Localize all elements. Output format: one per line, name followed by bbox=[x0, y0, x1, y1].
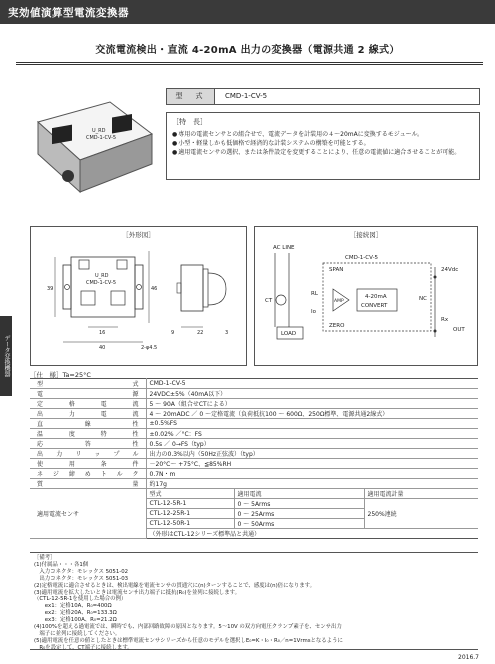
note-line: (4)100%を超える過電流では、瞬時でも、内部回路故障の原因となります。5～10V の双方向電圧クランプ素子を、センサ出力 bbox=[34, 624, 342, 631]
sensor-head-cont: 適用電流計量 bbox=[364, 489, 478, 499]
spec-value: 0.7N・m bbox=[146, 469, 478, 479]
io-label: Io bbox=[311, 309, 316, 315]
spec-key: 出力電流 bbox=[30, 409, 146, 419]
title-rule-2 bbox=[16, 64, 483, 65]
sensor-model: CTL-12-5R-1 bbox=[146, 499, 234, 509]
features-box bbox=[166, 112, 480, 180]
table-row bbox=[30, 409, 478, 419]
connection-caption: ［接続図］ bbox=[349, 231, 383, 239]
table-row bbox=[30, 469, 478, 479]
notes-box bbox=[30, 552, 478, 650]
sensor-range: 0 ～ 5Arms bbox=[234, 499, 364, 509]
outline-caption: ［外形図］ bbox=[122, 231, 155, 239]
feature-item: ● 専用の電流センサとの組合せで、電流データを計装用の４～20mAに変換するモジュール。 bbox=[172, 130, 474, 139]
spec-key: ネジ締めトルク bbox=[30, 469, 146, 479]
features-heading: ［特 長］ bbox=[172, 118, 207, 126]
spec-key: 型式 bbox=[30, 379, 146, 389]
spec-key: 定格電流 bbox=[30, 399, 146, 409]
spec-key: 電源 bbox=[30, 389, 146, 399]
spec-value: 4 ～ 20mADC ／ 0 ～定格電流（負荷抵抗100 ～ 600Ω、250Ω標準、電源共通2線式） bbox=[146, 409, 478, 419]
table-row bbox=[30, 489, 478, 499]
table-row bbox=[30, 389, 478, 399]
note-line: 入力コネクタ：モレックス 5051-02 bbox=[34, 568, 129, 575]
spec-value: 24VDC±5%（40mA以下） bbox=[146, 389, 478, 399]
note-line: 出力コネクタ：モレックス 5051-03 bbox=[34, 575, 129, 582]
zero-label: ZERO bbox=[329, 323, 345, 329]
outline-label-2: CMD-1-CV-5 bbox=[86, 280, 117, 286]
feature-item: ● 小型・軽量しかも低価格で経済的な計装システムの構築を可能とする。 bbox=[172, 139, 474, 148]
table-row bbox=[30, 419, 478, 429]
note-line: （CTL-12-5R-1を使用した場合の例） bbox=[34, 596, 127, 603]
note-line: R₀を設定して、CT端子に接続します。 bbox=[34, 644, 133, 651]
outline-label-1: U_RD bbox=[95, 273, 109, 279]
conn-model-label: CMD-1-CV-5 bbox=[345, 255, 379, 261]
spec-value: ±0.02% ／°C：FS bbox=[146, 429, 478, 439]
nc-label: NC bbox=[419, 296, 427, 302]
note-line: 端子に並列に接続してください。 bbox=[34, 630, 121, 637]
spec-label: ［仕 様］Ta=25°C bbox=[30, 371, 91, 379]
dim-h1: 39 bbox=[47, 286, 54, 292]
outline-drawing-box bbox=[30, 226, 247, 366]
spec-key: 応答性 bbox=[30, 439, 146, 449]
header-bar bbox=[0, 0, 495, 24]
spec-value: 出力の0.3%以内（50Hz正弦波）（typ） bbox=[146, 449, 478, 459]
note-line: (3)適用電流を拡大したいときは電流センサ出力端子に抵抗(R₀)を並列に接続します。 bbox=[34, 589, 240, 596]
feature-item: ● 適用電流センサの選択、または条件設定を変更することにより、任意の電流値に適合させることが可能。 bbox=[172, 148, 474, 157]
note-line: ex3：定格100A、R₀=21.2Ω bbox=[34, 617, 117, 624]
sensor-range: 0 ～ 25Arms bbox=[234, 509, 364, 519]
rx-label: Rx bbox=[441, 317, 449, 323]
table-row bbox=[30, 379, 478, 389]
note-line: ex1：定格10A、R₀=400Ω bbox=[34, 603, 112, 610]
notes-title: ［備考］ bbox=[34, 555, 56, 561]
ac-line-label: AC LINE bbox=[273, 245, 295, 251]
spec-key: 出力リップル bbox=[30, 449, 146, 459]
photo-label-1: U_RD bbox=[92, 128, 106, 134]
sensor-model: CTL-12-50R-1 bbox=[146, 519, 234, 529]
table-row bbox=[30, 439, 478, 449]
dim-hole: 2-φ4.5 bbox=[141, 345, 158, 351]
ct-label: CT bbox=[265, 298, 273, 304]
v24-label: 24Vdc bbox=[441, 267, 459, 273]
publish-date: 2016.7 bbox=[458, 654, 479, 661]
spec-value: CMD-1-CV-5 bbox=[146, 379, 478, 389]
connection-diagram bbox=[255, 227, 477, 365]
sensor-head-model: 型式 bbox=[146, 489, 234, 499]
sensor-label: 適用電流センサ bbox=[30, 489, 146, 539]
conv-label-2: CONVERT bbox=[361, 303, 388, 309]
spec-value: 約17g bbox=[146, 479, 478, 489]
model-label: 型 式 bbox=[167, 89, 215, 104]
spec-value: 5 ～ 90A（組合せCTによる） bbox=[146, 399, 478, 409]
dim-side2: 22 bbox=[197, 330, 204, 336]
dim-pitch: 16 bbox=[99, 330, 106, 336]
span-label: SPAN bbox=[329, 267, 344, 273]
dim-side3: 3 bbox=[225, 330, 229, 336]
table-row bbox=[30, 479, 478, 489]
dim-w: 40 bbox=[99, 345, 106, 351]
spec-key: 使用条件 bbox=[30, 459, 146, 469]
product-photo bbox=[30, 92, 160, 202]
spec-value: 0.5s ／ 0→FS（typ） bbox=[146, 439, 478, 449]
spec-value: －20°C～ +75°C、≦85%RH bbox=[146, 459, 478, 469]
sensor-cont: 250%連続 bbox=[364, 499, 478, 529]
conv-label-1: 4-20mA bbox=[365, 294, 387, 300]
spec-key: 温度特性 bbox=[30, 429, 146, 439]
sensor-model: CTL-12-25R-1 bbox=[146, 509, 234, 519]
sensor-range: 0 ～ 50Arms bbox=[234, 519, 364, 529]
amp-label: AMP bbox=[334, 299, 344, 304]
side-tab: データ変換機器 bbox=[0, 316, 12, 396]
photo-label-2: CMD-1-CV-5 bbox=[86, 135, 117, 141]
note-line: (5)適用電流を任意の値としたときは標準電流センサシリーズから任意のモデルを選択しE₀=K・I₀・R₀／n=1Vrmsとなるように bbox=[34, 637, 343, 644]
rl-label: RL bbox=[311, 291, 318, 297]
spec-value: ±0.5%FS bbox=[146, 419, 478, 429]
table-row bbox=[30, 399, 478, 409]
note-line: (1)付属品・・・各1個 bbox=[34, 561, 89, 568]
model-value: CMD-1-CV-5 bbox=[225, 92, 268, 100]
spec-key: 直線性 bbox=[30, 419, 146, 429]
dim-side1: 9 bbox=[171, 330, 175, 336]
page-title: 交流電流検出・直流 4-20mA 出力の変換器（電源共通 2 線式） bbox=[95, 45, 400, 56]
dim-h2: 46 bbox=[151, 286, 158, 292]
sensor-footer: （外形はCTL-12シリーズ標準品と共通） bbox=[146, 529, 478, 539]
note-line: (2)定格電流に適合させるときは、検出電線を電流センサの貫通穴に(n)ターンすることで、感度は(n)倍になります。 bbox=[34, 582, 315, 589]
model-box bbox=[166, 88, 480, 105]
sensor-head-range: 適用電流 bbox=[234, 489, 364, 499]
section-title: 実効値演算型電流変換器 bbox=[8, 7, 129, 19]
outline-drawing bbox=[31, 227, 246, 365]
connection-diagram-box bbox=[254, 226, 478, 366]
title-rule bbox=[16, 62, 483, 63]
table-row bbox=[30, 429, 478, 439]
load-label: LOAD bbox=[281, 331, 297, 337]
note-line: ex2：定格20A、R₀=133.3Ω bbox=[34, 610, 117, 617]
table-row bbox=[30, 459, 478, 469]
spec-key: 質量 bbox=[30, 479, 146, 489]
spec-table bbox=[30, 378, 478, 539]
table-row bbox=[30, 449, 478, 459]
out-label: OUT bbox=[453, 327, 465, 333]
